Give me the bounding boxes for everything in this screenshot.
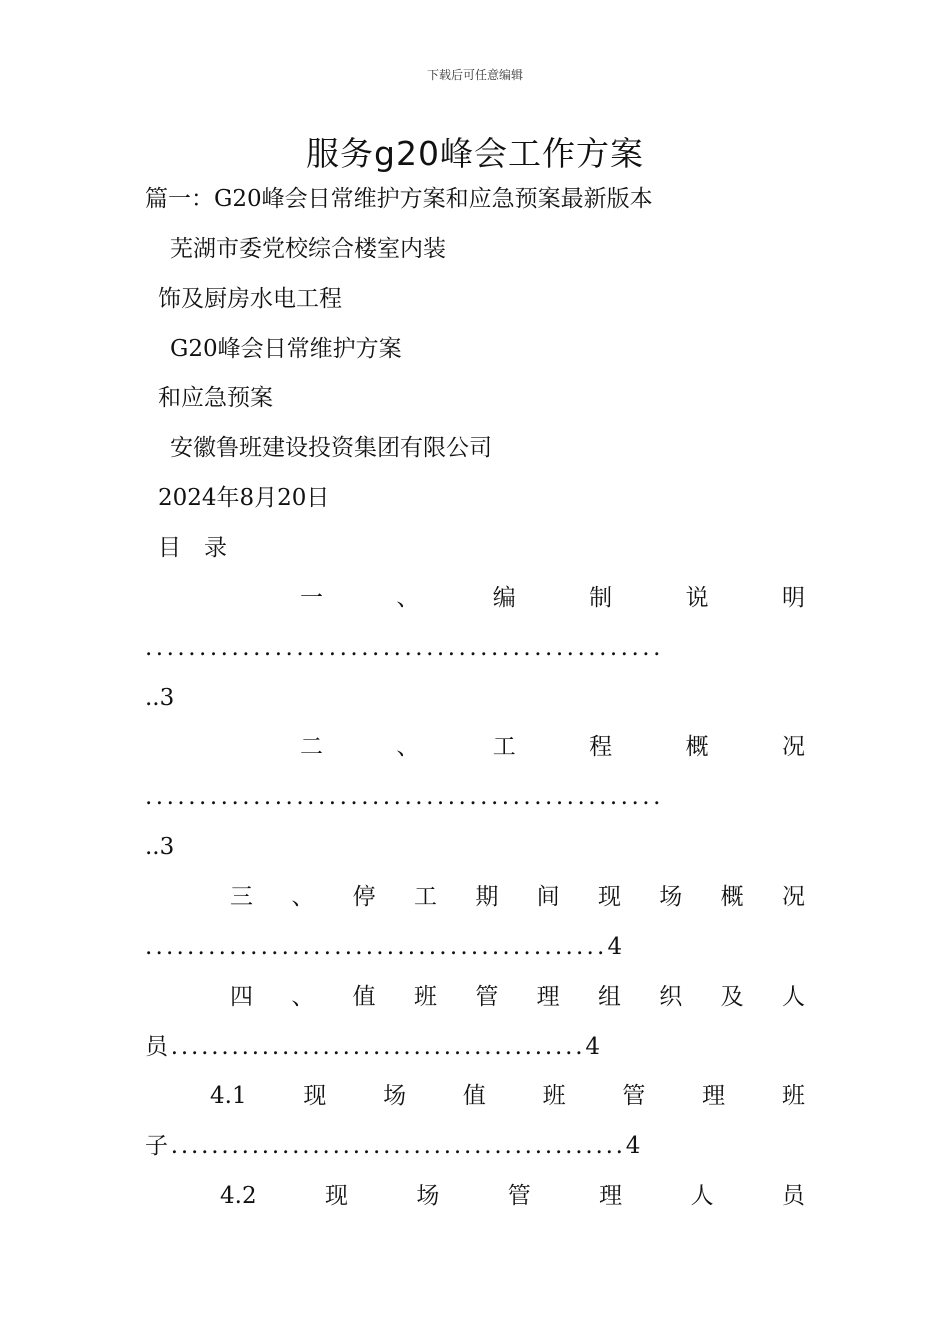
toc-item-title: 三 、 停 工 期 间 现 场 概 况 <box>230 884 805 910</box>
toc-heading: 目 录 <box>158 535 227 561</box>
body-line: G20峰会日常维护方案 <box>170 336 402 362</box>
toc-leader-dots: 员.........................................4 <box>145 1034 603 1060</box>
toc-leader-dots: ................................................ <box>145 635 664 661</box>
toc-leader-dots: 子.............................................4 <box>145 1133 644 1159</box>
body-line: 饰及厨房水电工程 <box>158 286 342 312</box>
body-line: 芜湖市委党校综合楼室内装 <box>170 236 446 262</box>
toc-leader-dots: ................................................ <box>145 784 664 810</box>
document-title: 服务g20峰会工作方案 <box>306 134 644 173</box>
toc-item-title: 二 、 工 程 概 况 <box>300 734 805 760</box>
toc-leader-dots: ............................................4 <box>145 934 626 960</box>
toc-item-title: 一 、 编 制 说 明 <box>300 585 805 611</box>
toc-item-title: 4.2 现 场 管 理 人 员 <box>220 1183 805 1209</box>
header-note: 下载后可任意编辑 <box>426 68 523 82</box>
toc-item-title: 四 、 值 班 管 理 组 织 及 人 <box>230 984 805 1010</box>
toc-page-number: ..3 <box>145 834 175 860</box>
document-date: 2024年8月20日 <box>158 485 330 511</box>
section-heading: 篇一：G20峰会日常维护方案和应急预案最新版本 <box>145 186 653 212</box>
body-line: 和应急预案 <box>158 385 273 411</box>
toc-page-number: ..3 <box>145 685 175 711</box>
toc-item-title: 4.1 现 场 值 班 管 理 班 <box>210 1083 805 1109</box>
company-name: 安徽鲁班建设投资集团有限公司 <box>170 435 492 461</box>
